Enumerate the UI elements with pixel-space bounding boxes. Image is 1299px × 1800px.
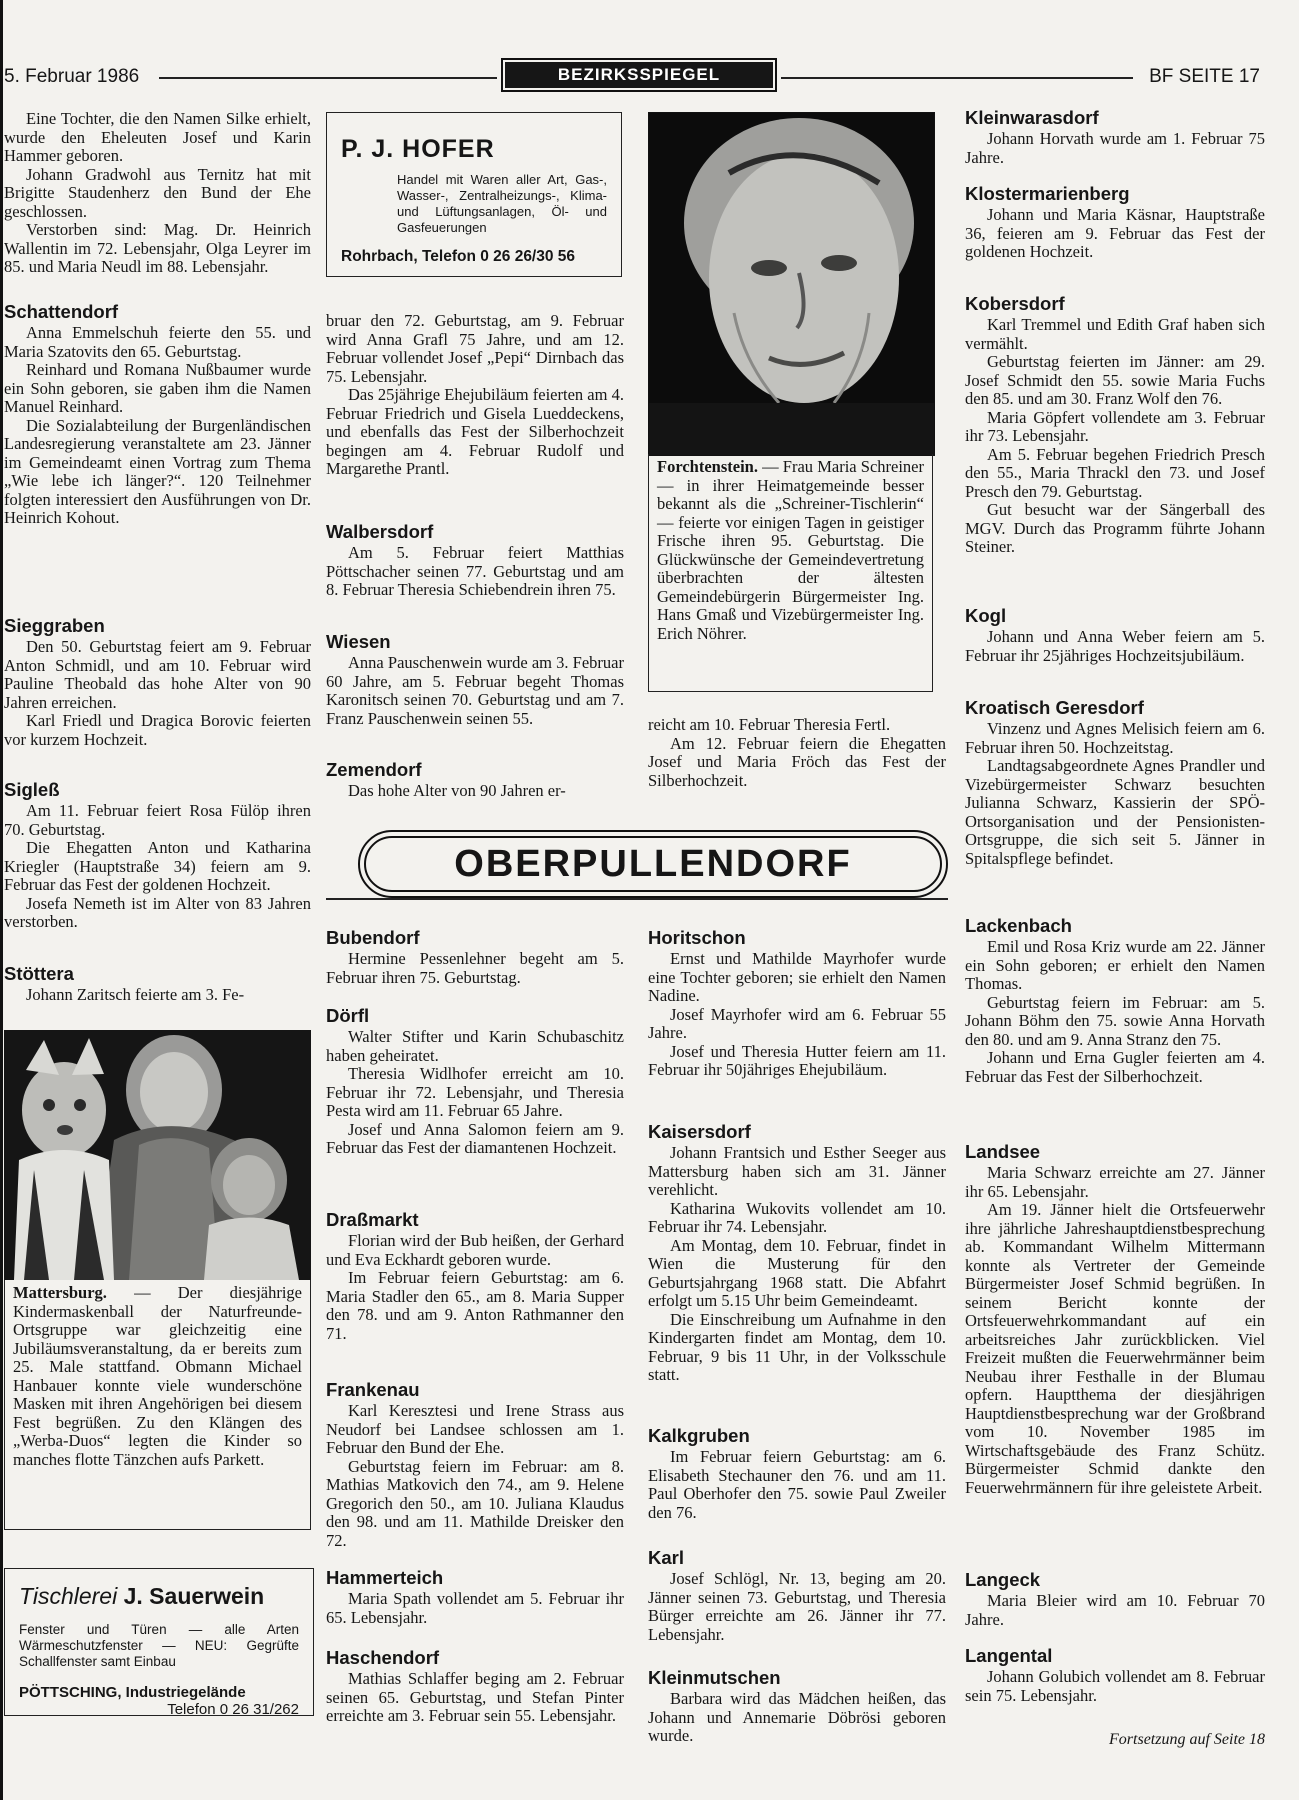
article-heading: Stöttera bbox=[4, 963, 74, 984]
article-kaisersdorf bbox=[648, 1120, 946, 1385]
page-header bbox=[4, 58, 1260, 96]
article-heading: Draßmarkt bbox=[326, 1209, 419, 1230]
article-lackenbach bbox=[965, 914, 1265, 1086]
article-heading: Walbersdorf bbox=[326, 521, 434, 542]
banner-rule bbox=[326, 898, 948, 900]
section-title: BEZIRKSSPIEGEL bbox=[505, 62, 773, 88]
caption-place: Forchtenstein. bbox=[657, 457, 758, 476]
paragraph: Eine Tochter, die den Namen Silke erhielt, wurde den Eheleuten Josef und Karin Hammer geboren. bbox=[4, 109, 311, 165]
paragraph: Am 19. Jänner hielt die Ortsfeuerwehr ihre jährliche Jahreshauptdienstbesprechung ab. Kommandant Wilhelm Mittermann konnte als Vertreter der Gemeinde Bürgermeister Josef Schmid begrüßen. In seinem Bericht konnte der Ortsfeuerwehrkommandant auf ein arbeitsreiches Jahr zurückblicken. Viel Freizeit mußten die Feuerwehrmänner beim Neubau ihrer Festhalle in der Blumau opfern. Hauptthema der diesjährigen Hauptdienstbesprechung war der Großbrand vom 10. November 1985 im Wirtschaftsgebäude des Franz Schütz. Bürgermeister Schmid dankte den Feuerwehrmännern für ihre geleistete Arbeit. bbox=[965, 1200, 1265, 1497]
paragraph: Geburtstag feiern im Februar: am 5. Johann Böhm den 75. sowie Anna Horvath den 80. und am 9. Anna Stranz den 75. bbox=[965, 992, 1265, 1049]
article-heading: Kaisersdorf bbox=[648, 1121, 751, 1142]
article-heading: Kogl bbox=[965, 605, 1007, 626]
article-kalkgruben bbox=[648, 1424, 946, 1522]
article-heading: Langeck bbox=[965, 1569, 1041, 1590]
paragraph: Am Montag, dem 10. Februar, findet in Wien die Musterung für den Geburtsjahrgang 1968 statt. Die Abfahrt erfolgt um 5.15 Uhr beim Gemeindeamt. bbox=[648, 1235, 946, 1311]
ad-description: Fenster und Türen — alle Arten Wärmeschutzfenster — NEU: Gegrüfte Schallfenster samt Einbau bbox=[19, 1622, 299, 1669]
article-landsee bbox=[965, 1140, 1265, 1497]
paragraph: Johann und Erna Gugler feierten am 4. Februar das Fest der Silberhochzeit. bbox=[965, 1048, 1265, 1086]
paragraph: Hermine Pessenlehner begeht am 5. Februar ihren 75. Geburtstag. bbox=[326, 949, 624, 987]
paragraph: Gut besucht war der Sängerball des MGV. Durch das Programm führte Johann Steiner. bbox=[965, 500, 1265, 557]
article-heading: Bubendorf bbox=[326, 927, 420, 948]
section-label bbox=[501, 58, 777, 92]
article-klostermarienberg bbox=[965, 182, 1265, 262]
caption-text bbox=[657, 458, 924, 643]
paragraph: Katharina Wukovits vollendet am 10. Februar ihr 74. Lebensjahr. bbox=[648, 1198, 946, 1237]
paragraph: Johann Golubich vollendet am 8. Februar sein 75. Lebensjahr. bbox=[965, 1667, 1265, 1705]
caption-body: — Der diesjährige Kindermaskenball der Naturfreunde-Ortsgruppe war gleichzeitig eine Jubiläumsveranstaltung, da er bereits zum 25. Male stattfand. Obmann Michael Hanbauer konnte viele wunderschöne Masken mit ihren Angehörigen bei diesem Fest begrüßen. Zu den Klängen des „Werba-Duos“ legten die Kinder so manches flotte Tänzchen aufs Parkett. bbox=[13, 1283, 302, 1469]
article-langental bbox=[965, 1644, 1265, 1705]
article-heading: Klostermarienberg bbox=[965, 183, 1130, 204]
banner-title: OBERPULLENDORF bbox=[364, 836, 942, 892]
article-heading: Kobersdorf bbox=[965, 293, 1065, 314]
continued-article bbox=[326, 312, 624, 479]
photo-illustration bbox=[4, 1030, 311, 1280]
paragraph: Josef und Anna Salomon feiern am 9. Februar das Fest der diamantenen Hochzeit. bbox=[326, 1119, 624, 1158]
header-page-number: BF SEITE 17 bbox=[1149, 66, 1260, 87]
ad-name-bold: J. Sauerwein bbox=[123, 1583, 265, 1609]
ad-description: Handel mit Waren aller Art, Gas-, Wasser-, Zentralheizungs-, Klima- und Lüftungsanlagen, Öl- und Gasfeuerungen bbox=[397, 172, 607, 235]
paragraph: Im Februar feiern Geburtstag: am 6. Maria Stadler den 65., am 8. Maria Supper den 78. und am 9. Anton Rathmanner den 71. bbox=[326, 1268, 624, 1343]
header-date: 5. Februar 1986 bbox=[4, 66, 140, 87]
article-bubendorf bbox=[326, 926, 624, 987]
paragraph: Verstorben sind: Mag. Dr. Heinrich Wallentin im 72. Lebensjahr, Olga Leyrer im 85. und Maria Neudl im 88. Lebensjahr. bbox=[4, 220, 311, 276]
article-heading: Wiesen bbox=[326, 631, 391, 652]
paragraph: Emil und Rosa Kriz wurde am 22. Jänner ein Sohn geboren; er erhielt den Namen Thomas. bbox=[965, 937, 1265, 994]
paragraph: Maria Spath vollendet am 5. Februar ihr 65. Lebensjahr. bbox=[326, 1589, 624, 1627]
article-heading: Karl bbox=[648, 1547, 684, 1568]
article-kroatisch-geresdorf bbox=[965, 696, 1265, 868]
paragraph: Am 12. Februar feiern die Ehegatten Josef und Maria Fröch das Fest der Silberhochzeit. bbox=[648, 733, 946, 790]
article-zemendorf bbox=[326, 758, 624, 801]
photo-caption-mattersburg bbox=[4, 1280, 311, 1530]
caption-place: Mattersburg. bbox=[13, 1283, 107, 1302]
article-heading: Schattendorf bbox=[4, 301, 119, 322]
paragraph: Johann und Maria Käsnar, Hauptstraße 36, feieren am 9. Februar das Fest der goldenen Hochzeit. bbox=[965, 205, 1265, 262]
intro-block bbox=[4, 110, 311, 277]
paragraph: Die Einschreibung um Aufnahme in den Kindergarten findet am Montag, dem 10. Februar, 9 bis 11 Uhr, in der Volksschule statt. bbox=[648, 1309, 946, 1385]
paragraph: Johann Gradwohl aus Ternitz hat mit Brigitte Staudenherz den Bund der Ehe geschlossen. bbox=[4, 164, 311, 221]
article-walbersdorf bbox=[326, 520, 624, 600]
photo-caption-forchtenstein bbox=[648, 454, 933, 692]
article-kobersdorf bbox=[965, 292, 1265, 557]
ad-telephone: Rohrbach, Telefon 0 26 26/30 56 bbox=[341, 248, 576, 265]
photo-illustration bbox=[649, 113, 934, 455]
article-heading: Kleinmutschen bbox=[648, 1667, 781, 1688]
article-wiesen bbox=[326, 630, 624, 728]
paragraph: Reinhard und Romana Nußbaumer wurde ein Sohn geboren, sie gaben ihm die Namen Manuel Reinhard. bbox=[4, 360, 311, 417]
article-doerfl bbox=[326, 1004, 624, 1158]
article-heading: Horitschon bbox=[648, 927, 746, 948]
paragraph: Karl Tremmel und Edith Graf haben sich vermählt. bbox=[965, 315, 1265, 353]
article-stoettera bbox=[4, 962, 311, 1005]
paragraph: Maria Göpfert vollendete am 3. Februar ihr 73. Lebensjahr. bbox=[965, 407, 1265, 446]
paragraph: Das 25jährige Ehejubiläum feierten am 4. Februar Friedrich und Gisela Lueddeckens, und ebenfalls das Fest der Silberhochzeit begingen am 4. Februar Rudolf und Margarethe Prantl. bbox=[326, 385, 624, 478]
paragraph: Am 5. Februar feiert Matthias Pöttschacher seinen 77. Geburtstag und am 8. Februar Theresia Schiebendrein ihren 75. bbox=[326, 543, 624, 600]
ad-location: PÖTTSCHING, Industriegelände bbox=[19, 1684, 246, 1701]
paragraph: Anna Pauschenwein wurde am 3. Februar 60 Jahre, am 5. Februar begeht Thomas Karonitsch seinen 70. Geburtstag und am 7. Franz Pauschenwein seinen 55. bbox=[326, 653, 624, 728]
article-heading: Kleinwarasdorf bbox=[965, 107, 1099, 128]
paragraph: Josef Schlögl, Nr. 13, beging am 20. Jänner seinen 73. Geburtstag, und Theresia Bürger erreichte am 26. Jänner ihr 77. Lebensjahr. bbox=[648, 1569, 946, 1644]
section-banner bbox=[358, 830, 948, 898]
paragraph: Johann Frantsich und Esther Seeger aus Mattersburg haben sich am 31. Jänner verehlicht. bbox=[648, 1143, 946, 1200]
paragraph: Karl Keresztesi und Irene Strass aus Neudorf bei Landsee schlossen am 1. Februar den Bund der Ehe. bbox=[326, 1401, 624, 1458]
article-langeck bbox=[965, 1568, 1265, 1629]
ad-company-name bbox=[19, 1583, 299, 1610]
article-heading: Dörfl bbox=[326, 1005, 370, 1026]
article-heading: Frankenau bbox=[326, 1379, 420, 1400]
paragraph: Johann Horvath wurde am 1. Februar 75 Jahre. bbox=[965, 129, 1265, 167]
header-rule-right bbox=[781, 77, 1133, 79]
article-heading: Sigleß bbox=[4, 779, 60, 800]
article-heading: Haschendorf bbox=[326, 1647, 440, 1668]
article-heading: Lackenbach bbox=[965, 915, 1072, 936]
paragraph: Maria Bleier wird am 10. Februar 70 Jahre. bbox=[965, 1591, 1265, 1629]
header-rule-left bbox=[159, 77, 497, 79]
paragraph: Anna Emmelschuh feierte den 55. und Maria Szatovits den 65. Geburtstag. bbox=[4, 323, 311, 361]
article-kogl bbox=[965, 604, 1265, 665]
article-kleinwarasdorf bbox=[965, 106, 1265, 167]
paragraph: Im Februar feiern Geburtstag: am 6. Elisabeth Stechauner den 76. und am 11. Paul Oberhofer den 75. sowie Paul Zweiler den 76. bbox=[648, 1447, 946, 1522]
paragraph: Josefa Nemeth ist im Alter von 83 Jahren verstorben. bbox=[4, 893, 311, 932]
article-frankenau bbox=[326, 1378, 624, 1550]
article-heading: Zemendorf bbox=[326, 759, 422, 780]
advertisement-sauerwein bbox=[4, 1568, 314, 1716]
article-horitschon bbox=[648, 926, 946, 1080]
paragraph: Die Sozialabteilung der Burgenländischen Landesregierung veranstaltete am 23. Jänner im Gemeindeamt einen Vortrag zum Thema „Wie lebe ich länger?“. 120 Teilnehmer folgten interessiert den Ausführungen von Dr. Heinrich Kohout. bbox=[4, 415, 311, 528]
paragraph: Mathias Schlaffer beging am 2. Februar seinen 65. Geburtstag, und Stefan Pinter erreichte am 3. Februar sein 55. Lebensjahr. bbox=[326, 1669, 624, 1726]
paragraph: Am 11. Februar feiert Rosa Fülöp ihren 70. Geburtstag. bbox=[4, 801, 311, 839]
paragraph: Die Ehegatten Anton und Katharina Kriegler (Hauptstraße 34) feiern am 9. Februar das Fest der goldenen Hochzeit. bbox=[4, 838, 311, 895]
paragraph: Josef Mayrhofer wird am 6. Februar 55 Jahre. bbox=[648, 1004, 946, 1043]
paragraph: Karl Friedl und Dragica Borovic feierten vor kurzem Hochzeit. bbox=[4, 711, 311, 749]
paragraph: Florian wird der Bub heißen, der Gerhard und Eva Eckhardt geboren wurde. bbox=[326, 1231, 624, 1269]
article-heading: Hammerteich bbox=[326, 1567, 444, 1588]
article-karl bbox=[648, 1546, 946, 1644]
ad-name-italic: Tischlerei bbox=[19, 1583, 118, 1609]
ad-telephone: Telefon 0 26 31/262 bbox=[167, 1701, 299, 1718]
paragraph: Das hohe Alter von 90 Jahren er- bbox=[348, 781, 566, 801]
paragraph: Den 50. Geburtstag feiert am 9. Februar Anton Schmidl, und am 10. Februar wird Pauline Theobald das hohe Alter von 90 Jahren erreichen. bbox=[4, 637, 311, 712]
paragraph: Maria Schwarz erreichte am 27. Jänner ihr 65. Lebensjahr. bbox=[965, 1163, 1265, 1201]
column-3-top bbox=[648, 716, 946, 790]
article-drassmarkt bbox=[326, 1208, 624, 1343]
caption-text bbox=[13, 1284, 302, 1469]
paragraph: reicht am 10. Februar Theresia Fertl. bbox=[648, 715, 891, 734]
paragraph: Johann und Anna Weber feiern am 5. Februar ihr 25jähriges Hochzeitsjubiläum. bbox=[965, 627, 1265, 665]
article-heading: Sieggraben bbox=[4, 615, 105, 636]
article-schattendorf bbox=[4, 300, 311, 528]
paragraph: Am 5. Februar begehen Friedrich Presch den 55., Maria Thrackl den 73. und Josef Presch den 79. Geburtstag. bbox=[965, 444, 1265, 501]
continuation-note: Fortsetzung auf Seite 18 bbox=[1109, 1731, 1265, 1748]
paragraph: Geburtstag feierten im Jänner: am 29. Josef Schmidt den 55. sowie Maria Fuchs den 85. und am 30. Franz Wolf den 76. bbox=[965, 352, 1265, 409]
article-sigless bbox=[4, 778, 311, 932]
paragraph: Theresia Widlhofer erreicht am 10. Februar ihr 72. Lebensjahr, und Theresia Pesta wird am 11. Februar 65 Jahre. bbox=[326, 1064, 624, 1121]
article-haschendorf bbox=[326, 1646, 624, 1726]
paragraph: Walter Stifter und Karin Schubaschitz haben geheiratet. bbox=[326, 1027, 624, 1065]
photo-forchtenstein-portrait bbox=[648, 112, 935, 456]
caption-body: — Frau Maria Schreiner — in ihrer Heimatgemeinde besser bekannt als die „Schreiner-Tischlerin“ — feierte vor einigen Tagen in geistiger Frische ihren 95. Geburtstag. Die Glückwünsche der Gemeindevertretung überbrachten der ältesten Gemeindebürgerin Bürgermeister Ing. Hans Gmaß und Vizebürgermeister Ing. Erich Nöhrer. bbox=[657, 457, 924, 643]
paragraph: Vinzenz und Agnes Melisich feiern am 6. Februar ihren 50. Hochzeitstag. bbox=[965, 719, 1265, 757]
paragraph: Landtagsabgeordnete Agnes Prandler und Vizebürgermeister Schwarz besuchten Julianna Schwarz, Kassierin der SPÖ-Ortsorganisation und der Pensionisten-Ortsgruppe, die sich seit 5. Jänner in Spitalspflege befindet. bbox=[965, 756, 1265, 868]
paragraph: Ernst und Mathilde Mayrhofer wurde eine Tochter geboren; sie erhielt den Namen Nadine. bbox=[648, 949, 946, 1006]
article-kleinmutschen bbox=[648, 1666, 946, 1746]
advertisement-hofer bbox=[326, 112, 622, 277]
photo-mattersburg-masked-ball bbox=[4, 1030, 311, 1280]
article-heading: Kalkgruben bbox=[648, 1425, 750, 1446]
article-sieggraben bbox=[4, 614, 311, 749]
article-heading: Landsee bbox=[965, 1141, 1041, 1162]
paragraph: Josef und Theresia Hutter feiern am 11. Februar ihr 50jähriges Ehejubiläum. bbox=[648, 1041, 946, 1080]
paragraph: Barbara wird das Mädchen heißen, das Johann und Annemarie Döbrösi geboren wurde. bbox=[648, 1689, 946, 1746]
paragraph: Johann Zaritsch feierte am 3. Fe- bbox=[26, 985, 245, 1005]
paragraph: Geburtstag feiern im Februar: am 8. Mathias Matkovich den 74., am 9. Helene Gregorich den 50., am 10. Juliana Klaudus den 98. und am 11. Mathilde Dreisker den 72. bbox=[326, 1456, 624, 1550]
article-hammerteich bbox=[326, 1566, 624, 1627]
scan-edge bbox=[0, 0, 3, 1800]
paragraph: bruar den 72. Geburtstag, am 9. Februar wird Anna Grafl 75 Jahre, und am 12. Februar vollendet Josef „Pepi“ Dirnbach das 75. Lebensjahr. bbox=[326, 311, 624, 386]
ad-company-name: P. J. HOFER bbox=[341, 135, 495, 163]
article-heading: Kroatisch Geresdorf bbox=[965, 697, 1144, 718]
article-heading: Langental bbox=[965, 1645, 1053, 1666]
